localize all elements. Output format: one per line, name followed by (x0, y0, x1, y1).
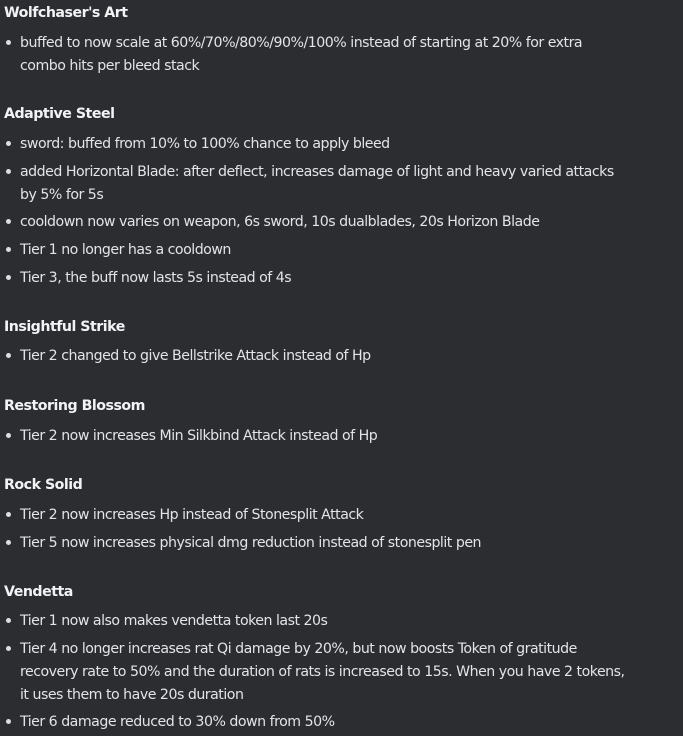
bullet-dot-icon (6, 540, 11, 545)
section-heading-insightful-strike: Insightful Strike (4, 319, 125, 335)
bullet-text (20, 610, 680, 633)
bullet-dot-icon (6, 247, 11, 252)
bullet-dot-icon (6, 618, 11, 623)
section-heading-rock-solid: Rock Solid (4, 477, 83, 493)
bullet-line: it uses them to have 20s duration (20, 687, 244, 703)
bullet-line: Tier 2 changed to give Bellstrike Attack instead of Hp (20, 348, 371, 364)
bullet-line: Tier 4 no longer increases rat Qi damage by 20%, but now boosts Token of gratitude (20, 641, 577, 657)
bullet-text (20, 211, 680, 234)
bullet-line: cooldown now varies on weapon, 6s sword, 10s dualblades, 20s Horizon Blade (20, 214, 540, 230)
bullet-dot-icon (6, 512, 11, 517)
bullet-line: Tier 6 damage reduced to 30% down from 50% (20, 714, 335, 730)
section-heading-vendetta: Vendetta (4, 584, 73, 600)
bullet-line: by 5% for 5s (20, 187, 104, 203)
bullet-dot-icon (6, 169, 11, 174)
bullet-dot-icon (6, 40, 11, 45)
bullet-text (20, 638, 680, 707)
section-heading-restoring-blossom: Restoring Blossom (4, 398, 145, 414)
bullet-text (20, 32, 680, 78)
bullet-line: Tier 1 now also makes vendetta token last 20s (20, 613, 328, 629)
bullet-text (20, 161, 680, 207)
bullet-text (20, 425, 680, 448)
bullet-line: recovery rate to 50% and the duration of rats is increased to 15s. When you have 2 tokens, (20, 664, 625, 680)
bullet-text (20, 133, 680, 156)
section-heading-wolfchasers-art: Wolfchaser's Art (4, 5, 128, 21)
bullet-dot-icon (6, 353, 11, 358)
bullet-dot-icon (6, 433, 11, 438)
bullet-text (20, 345, 680, 368)
bullet-line: Tier 5 now increases physical dmg reduction instead of stonesplit pen (20, 535, 482, 551)
bullet-dot-icon (6, 646, 11, 651)
bullet-line: Tier 2 now increases Min Silkbind Attack instead of Hp (20, 428, 378, 444)
bullet-line: Tier 1 no longer has a cooldown (20, 242, 231, 258)
bullet-line: buffed to now scale at 60%/70%/80%/90%/100% instead of starting at 20% for extra (20, 35, 583, 51)
bullet-line: sword: buffed from 10% to 100% chance to apply bleed (20, 136, 390, 152)
bullet-dot-icon (6, 141, 11, 146)
bullet-line: combo hits per bleed stack (20, 58, 200, 74)
bullet-text (20, 711, 680, 734)
section-heading-adaptive-steel: Adaptive Steel (4, 106, 115, 122)
bullet-line: Tier 3, the buff now lasts 5s instead of 4s (20, 270, 292, 286)
bullet-text (20, 239, 680, 262)
bullet-line: added Horizontal Blade: after deflect, increases damage of light and heavy varied attacks (20, 164, 614, 180)
bullet-text (20, 504, 680, 527)
bullet-text (20, 267, 680, 290)
bullet-text (20, 532, 680, 555)
bullet-line: Tier 2 now increases Hp instead of Stonesplit Attack (20, 507, 364, 523)
bullet-dot-icon (6, 275, 11, 280)
bullet-dot-icon (6, 719, 11, 724)
bullet-dot-icon (6, 219, 11, 224)
